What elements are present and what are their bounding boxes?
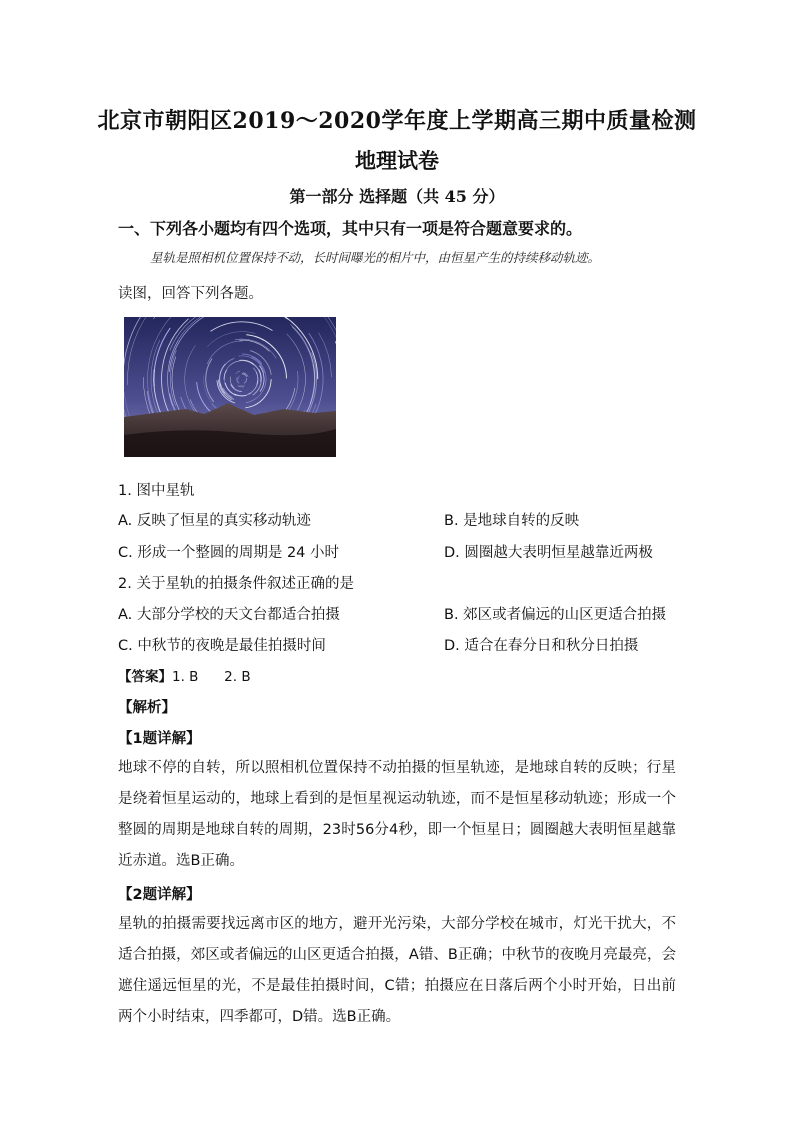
- answer-label: 【答案】: [118, 669, 172, 685]
- part-title: 第一部分 选择题（共 45 分）: [289, 187, 505, 206]
- question-2-option-d[interactable]: D. 适合在春分日和秋分日拍摄: [444, 638, 639, 654]
- exam-title: 北京市朝阳区2019～2020学年度上学期高三期中质量检测: [97, 108, 697, 134]
- material-note: 星轨是照相机位置保持不动，长时间曝光的相片中，由恒星产生的持续移动轨迹。: [150, 250, 601, 265]
- answer-line: [118, 665, 251, 685]
- analysis-label: 【解析】: [118, 700, 176, 716]
- question-2-stem: 2. 关于星轨的拍摄条件叙述正确的是: [118, 576, 354, 592]
- section-heading: 一、下列各小题均有四个选项，其中只有一项是符合题意要求的。: [118, 219, 583, 238]
- question-1-option-c[interactable]: C. 形成一个整圆的周期是 24 小时: [118, 545, 340, 561]
- instruction-text: 读图，回答下列各题。: [118, 286, 263, 302]
- question-1-option-b[interactable]: B. 是地球自转的反映: [444, 513, 580, 529]
- question-1-analysis-text: 地球不停的自转，所以照相机位置保持不动拍摄的恒星轨迹，是地球自转的反映；行星是绕着恒星运动的，地球上看到的是恒星视运动轨迹，而不是恒星移动轨迹；形成一个整圆的周期是地球自转的周期，23时56分4秒，即一个恒星日；圆圈越大表明恒星越靠近赤道。选B正确。: [118, 760, 676, 869]
- star-trail-photo: [124, 317, 336, 457]
- subject-title: 地理试卷: [355, 148, 439, 173]
- question-1-analysis-label: 【1题详解】: [118, 731, 201, 747]
- question-1-option-a[interactable]: A. 反映了恒星的真实移动轨迹: [118, 513, 311, 529]
- question-1-stem: 1. 图中星轨: [118, 483, 195, 499]
- question-2-option-a[interactable]: A. 大部分学校的天文台都适合拍摄: [118, 607, 340, 623]
- answer-text: 1. B 2. B: [172, 669, 251, 685]
- question-2-analysis-label: 【2题详解】: [118, 887, 201, 903]
- question-2-option-b[interactable]: B. 郊区或者偏远的山区更适合拍摄: [444, 607, 667, 623]
- question-2-option-c[interactable]: C. 中秋节的夜晚是最佳拍摄时间: [118, 638, 326, 654]
- question-1-option-d[interactable]: D. 圆圈越大表明恒星越靠近两极: [444, 545, 653, 561]
- question-2-analysis-text: 星轨的拍摄需要找远离市区的地方，避开光污染，大部分学校在城市，灯光干扰大，不适合拍摄，郊区或者偏远的山区更适合拍摄，A错、B正确；中秋节的夜晚月亮最亮，会遮住遥远恒星的光，不是最佳拍摄时间，C错；拍摄应在日落后两个小时开始，日出前两个小时结束，四季都可，D错。选B正确。: [118, 916, 676, 1025]
